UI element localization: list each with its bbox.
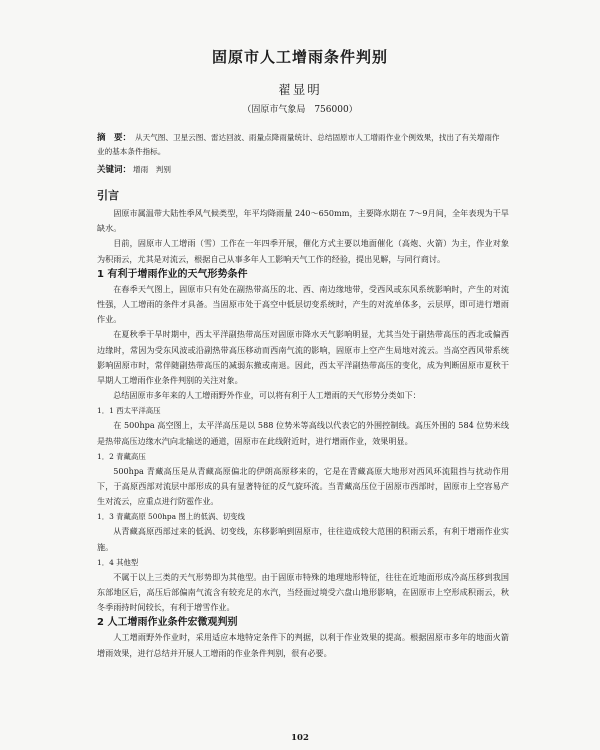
- paragraph: 人工增雨野外作业时，采用适应本地特定条件下的判据，以利于作业效果的提高。根据固原市多年的地面火箭增雨效果，进行总结并开展人工增雨的作业条件判别，很有必要。: [97, 632, 509, 658]
- abstract: [97, 131, 507, 158]
- paper-title: 固原市人工增雨条件判别: [211, 48, 388, 66]
- keywords-label: 关键词：: [97, 165, 132, 175]
- paragraph: 目前，固原市人工增雨（雪）工作在一年四季开展，催化方式主要以地面催化（高炮、火箭）为主，作业对象为积雨云，尤其是对流云，根据自己从事多年人工影响天气工作的经验，提出见解，与同行商讨。: [97, 238, 509, 264]
- keywords: [97, 164, 507, 176]
- author-affiliation: （固原市气象局 756000）: [242, 105, 358, 115]
- keywords-text: 增雨 判别: [133, 165, 171, 174]
- paragraph: 500hpa 青藏高压是从青藏高原偏北的伊朗高原移来的，它是在青藏高原大地形对西风环流阻挡与扰动作用下，于高原西部对流层中部形成的具有显著特征的反气旋环流。当青藏高压位于固原市西部时，固原市上空容易产生对流云，应重点进行防雹作业。: [97, 465, 509, 507]
- paragraph: 固原市属温带大陆性季风气候类型，年平均降雨量 240～650mm，主要降水期在 7～9月间，全年表现为干旱缺水。: [97, 208, 509, 234]
- page-number: 102: [291, 733, 309, 743]
- section-heading-intro: 引言: [97, 189, 119, 202]
- section-heading-1: 1 有利于增雨作业的天气形势条件: [97, 268, 248, 280]
- paragraph: 在 500hpa 高空图上，太平洋高压是以 588 位势米等高线以代表它的外围控制线。高压外围的 584 位势米线是热带高压边缘水汽向北输送的通道，固原市在此线附近时，进行增雨作业，效果明显。: [97, 420, 509, 446]
- paragraph: 不属于以上三类的天气形势即为其他型。由于固原市特殊的地理地形特征，往往在近地面形成冷高压移到我国东部地区后，高压后部偏南气流含有较充足的水汽，当经面过境受六盘山地形影响，在固原市上空形成积雨云，秋冬季雨持时间较长，有利于增雪作业。: [97, 571, 509, 613]
- section-heading-2: 2 人工增雨作业条件宏微观判别: [97, 617, 238, 629]
- paragraph: 总结固原市多年来的人工增雨野外作业，可以将有利于人工增雨的天气形势分类如下：: [113, 390, 421, 401]
- paragraph: 从青藏高原西部过来的低涡、切变线，东移影响到固原市，往往造成较大范围的积雨云系，有利于增雨作业实施。: [97, 526, 509, 552]
- paragraph: 在夏秋季干旱时期中，西太平洋副热带高压对固原市降水天气影响明显，尤其当处于副热带高压的西北或偏西边缘时，常因为受东风波或沿副热带高压移动而西南气流的影响，固原市上空产生局地对流云。当高空西风带系统影响固原市时，常伴随副热带高压的减弱东撤或南退。因此，西太平洋副热带高压的变化，成为判断固原市夏秋干旱期人工增雨作业条件判别的关注对象。: [97, 329, 509, 386]
- subsection-heading-1-2: 1．2 青藏高压: [97, 451, 146, 461]
- subsection-heading-1-4: 1．4 其他型: [97, 557, 139, 567]
- paper-body: [97, 188, 509, 661]
- author-name: 翟显明: [278, 82, 322, 97]
- subsection-heading-1-3: 1．3 青藏高原 500hpa 图上的低涡、切变线: [97, 512, 245, 522]
- paragraph: 在春季天气图上，固原市只有处在副热带高压的北、西、南边缘地带，受西风或东风系统影响时，产生的对流性强，人工增雨的条件才具备。当固原市处于高空中低层切变系统时，产生的对流单体多，云层厚，即可进行增雨作业。: [97, 283, 509, 325]
- subsection-heading-1-1: 1．1 西太平洋高压: [97, 406, 161, 416]
- abstract-text: 从天气图、卫星云图、雷达回波、雨量点降雨量统计、总结固原市人工增雨作业个例效果，找出了有关增雨作业的基本条件指标。: [97, 133, 500, 156]
- abstract-label: 摘 要：: [97, 133, 132, 143]
